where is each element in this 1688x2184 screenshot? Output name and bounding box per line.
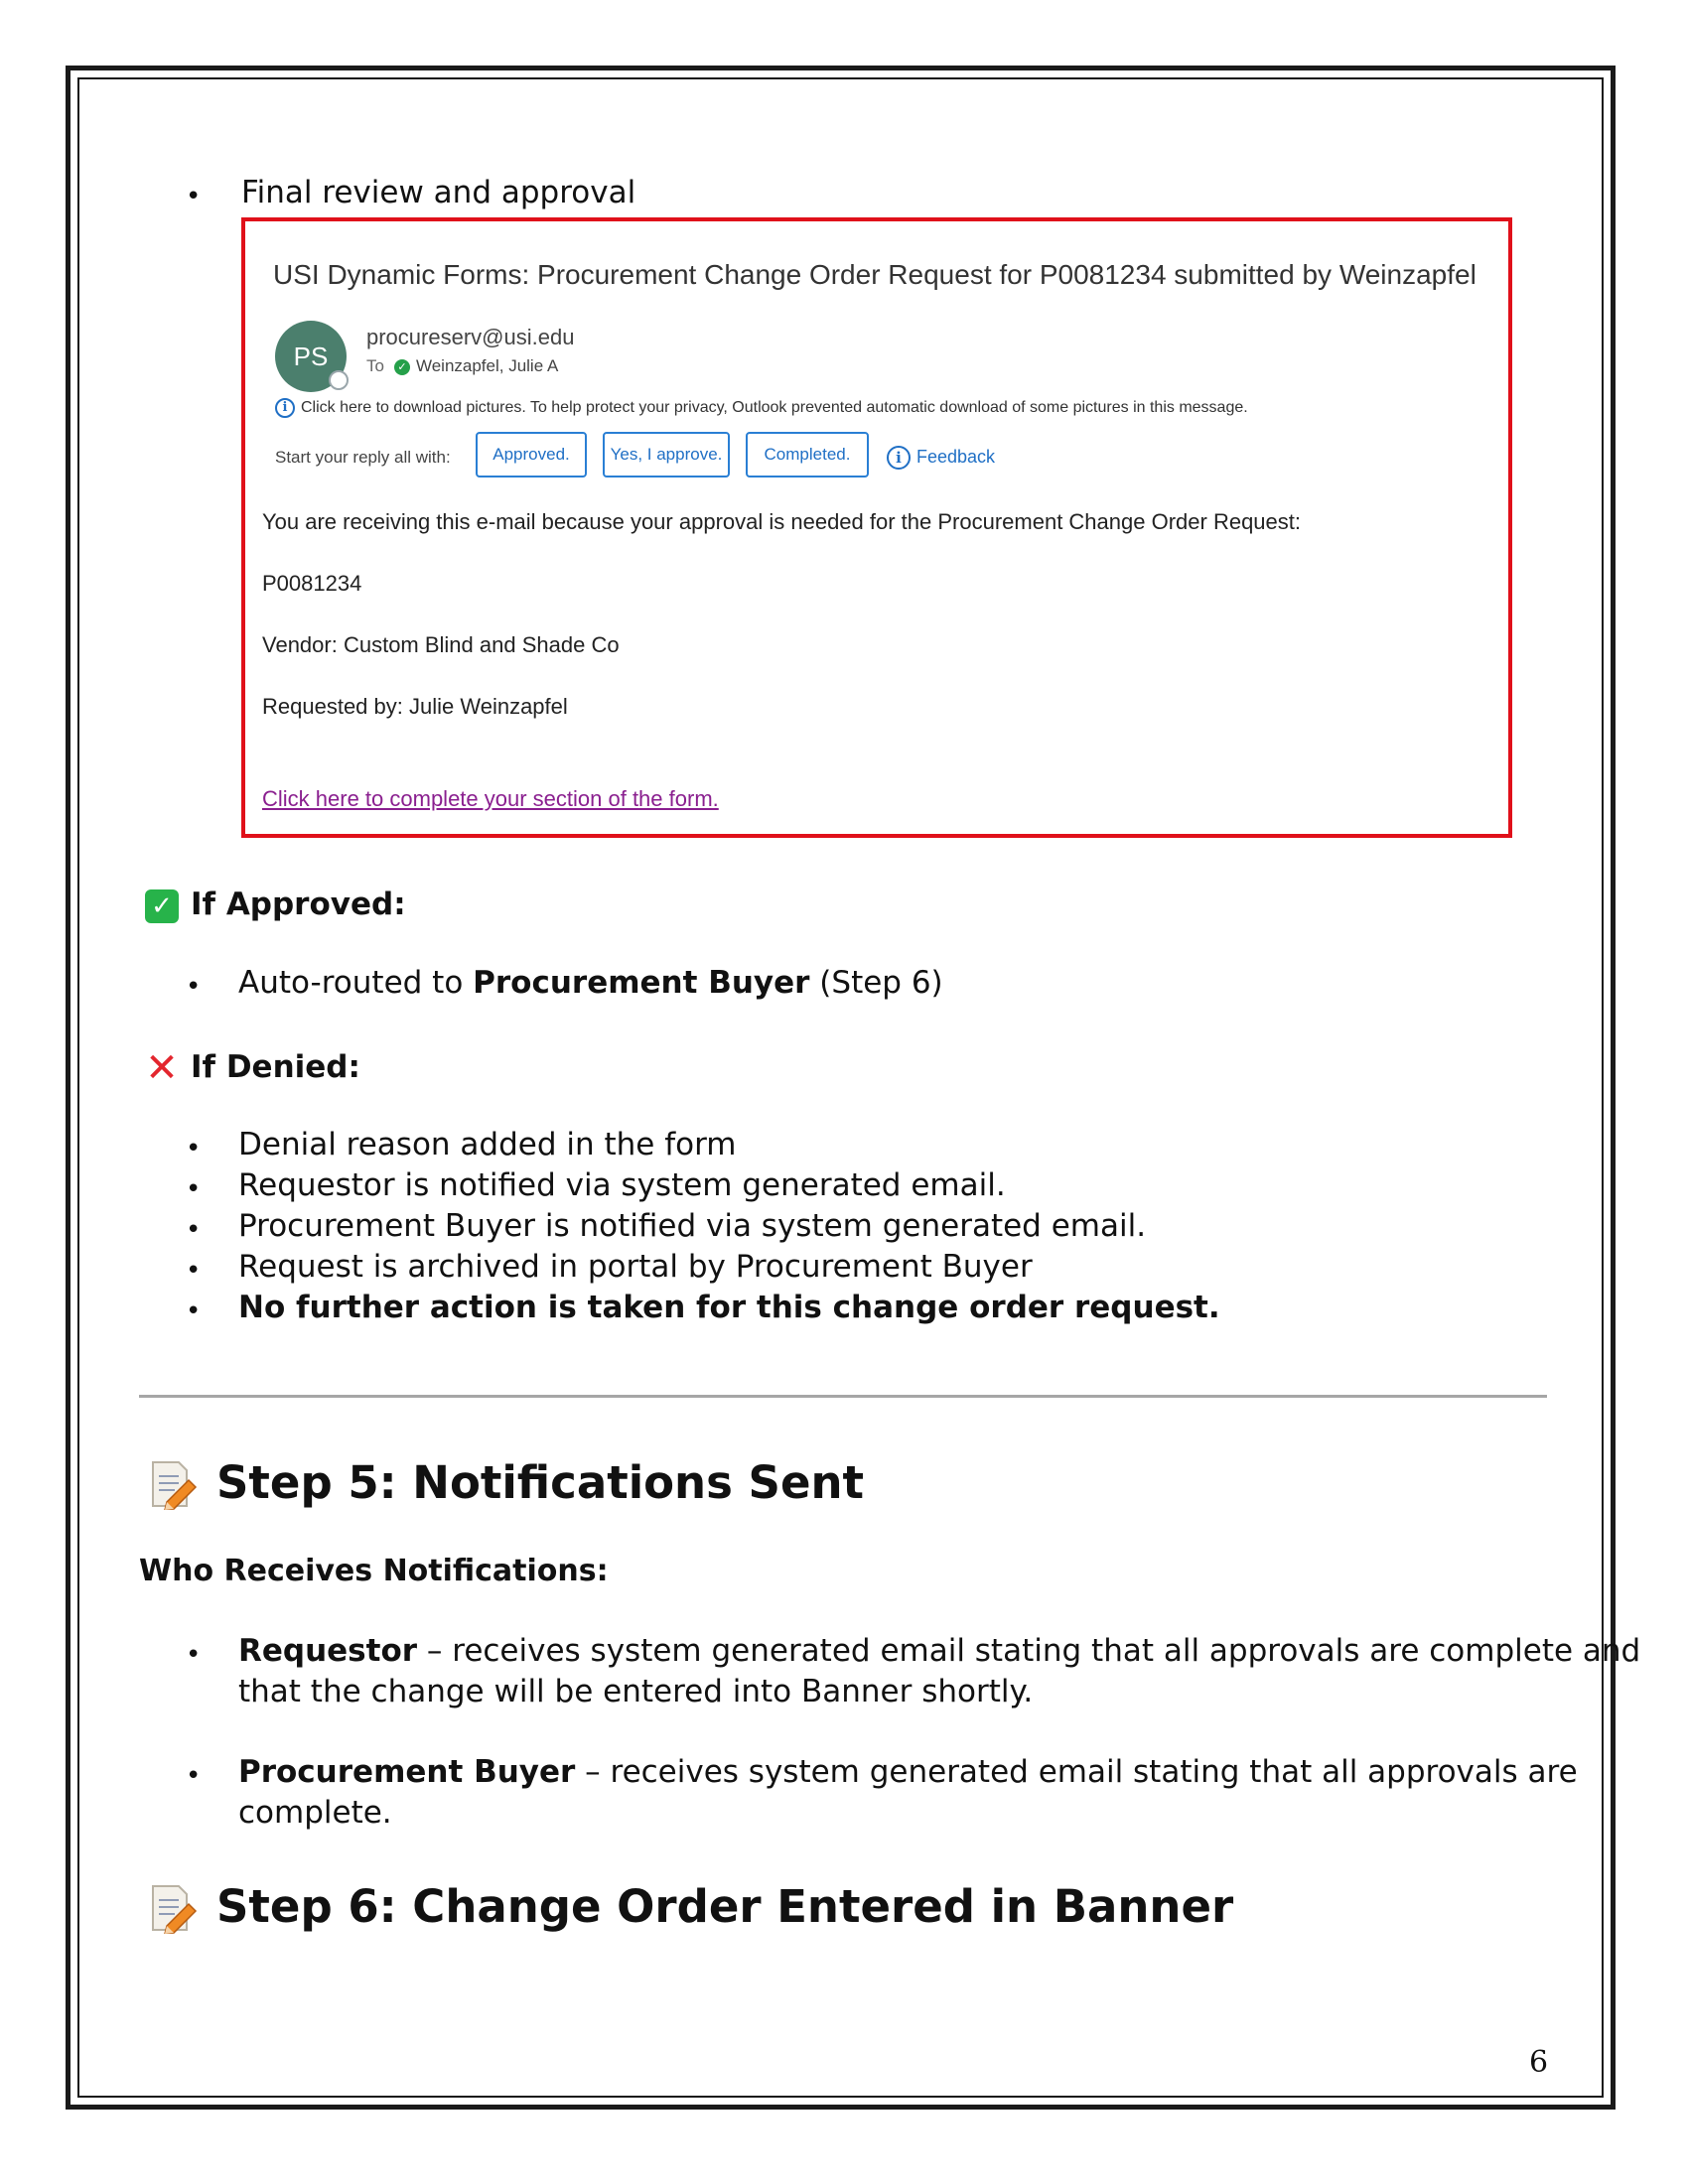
bullet-dot: •: [186, 182, 202, 211]
memo-pencil-icon: [149, 1880, 199, 1934]
feedback-info-icon: i: [887, 446, 911, 470]
bullet-dot: •: [186, 1174, 202, 1204]
to-label: To: [366, 356, 384, 375]
denied-final-item: No further action is taken for this change order request.: [238, 1290, 1220, 1325]
buyer-item-line1: [238, 1752, 1578, 1792]
sender-avatar: PS: [275, 321, 347, 392]
bullet-dot: •: [186, 1761, 202, 1791]
denied-item: Requestor is notified via system generated email.: [238, 1167, 1006, 1203]
email-requested-by: Requested by: Julie Weinzapfel: [262, 694, 568, 719]
reply-yes-approve-button[interactable]: Yes, I approve.: [603, 432, 730, 478]
bullet-dot: •: [186, 1134, 202, 1163]
info-icon: i: [275, 398, 295, 418]
email-po-number: P0081234: [262, 571, 362, 596]
section-divider: [139, 1395, 1547, 1398]
email-vendor: Vendor: Custom Blind and Shade Co: [262, 632, 620, 657]
bullet-dot: •: [186, 972, 202, 1002]
requestor-item-line1: [238, 1631, 1640, 1671]
step6-title: Step 6: Change Order Entered in Banner: [216, 1880, 1234, 1933]
bullet-dot: •: [186, 1215, 202, 1245]
approved-item-pre: Auto-routed to: [238, 965, 474, 1001]
download-pictures-notice[interactable]: [275, 398, 1248, 418]
memo-pencil-icon: [149, 1456, 199, 1510]
presence-status-icon: [329, 370, 349, 390]
bullet-dot: •: [186, 1297, 202, 1326]
notifications-subheading: Who Receives Notifications:: [139, 1554, 609, 1588]
requestor-label: Requestor: [238, 1633, 418, 1669]
buyer-label: Procurement Buyer: [238, 1754, 576, 1790]
buyer-text: – receives system generated email stating that all approvals are: [575, 1754, 1578, 1790]
buyer-item-line2: complete.: [238, 1795, 392, 1831]
download-pictures-text: Click here to download pictures. To help protect your privacy, Outlook prevented automatic download of some pictures in this message.: [301, 399, 1248, 417]
approved-item: [238, 963, 943, 1003]
approved-item-post: (Step 6): [809, 965, 943, 1001]
requestor-text: – receives system generated email stating that all approvals are complete and: [417, 1633, 1641, 1669]
page-number: 6: [1529, 2045, 1549, 2080]
feedback-link[interactable]: [887, 446, 995, 470]
denied-heading: If Denied:: [191, 1049, 360, 1085]
reply-label: Start your reply all with:: [275, 448, 451, 467]
check-circle-icon: ✓: [394, 359, 410, 375]
reply-approved-button[interactable]: Approved.: [476, 432, 587, 478]
sender-address[interactable]: procureserv@usi.edu: [366, 325, 575, 349]
green-check-icon: ✓: [145, 889, 179, 923]
reply-completed-button[interactable]: Completed.: [746, 432, 869, 478]
final-review-item: Final review and approval: [241, 175, 636, 210]
email-subject: USI Dynamic Forms: Procurement Change Order Request for P0081234 submitted by Weinzapfel: [273, 259, 1477, 290]
recipient-name[interactable]: Weinzapfel, Julie A: [415, 356, 559, 375]
approved-heading: If Approved:: [191, 887, 406, 922]
recipient-line: [366, 356, 558, 376]
approved-item-bold: Procurement Buyer: [473, 965, 810, 1001]
bullet-dot: •: [186, 1256, 202, 1286]
email-screenshot: [241, 217, 1512, 838]
step5-title: Step 5: Notifications Sent: [216, 1456, 865, 1509]
bullet-dot: •: [186, 1640, 202, 1670]
complete-form-link[interactable]: Click here to complete your section of the form.: [262, 786, 719, 811]
denied-item: Request is archived in portal by Procurement Buyer: [238, 1249, 1033, 1285]
feedback-label: Feedback: [916, 446, 996, 467]
denied-item: Denial reason added in the form: [238, 1127, 737, 1162]
denied-item: Procurement Buyer is notified via system generated email.: [238, 1208, 1147, 1244]
email-body-intro: You are receiving this e-mail because your approval is needed for the Procurement Change Order Request:: [262, 509, 1301, 534]
red-cross-icon: ✕: [145, 1045, 179, 1091]
requestor-item-line2: that the change will be entered into Banner shortly.: [238, 1674, 1034, 1709]
